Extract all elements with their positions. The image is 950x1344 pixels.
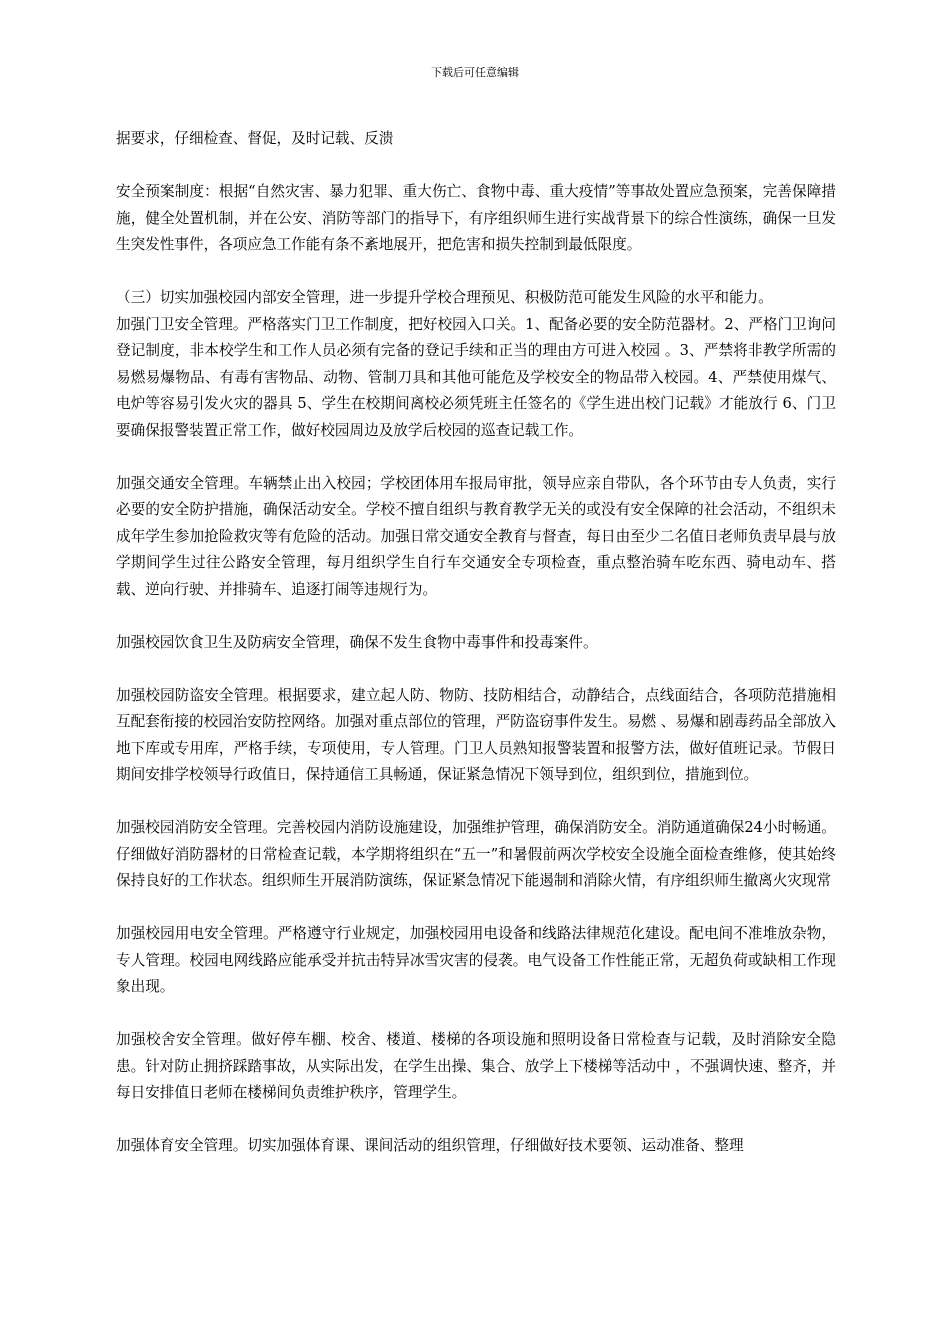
- paragraph-traffic-safety: 加强交通安全管理。车辆禁止出入校园；学校团体用车报局审批，领导应亲自带队，各个环节由专人负责，实行必要的安全防护措施，确保活动安全。学校不擅自组织与教育教学无关的或没有安全保障的社会活动，不组织未成年学生参加抢险救灾等有危险的活动。加强日常交通安全教育与督查，每日由至少二名值日老师负责早晨与放学期间学生过往公路安全管理，每月组织学生自行车交通安全专项检查，重点整治骑车吃东西、骑电动车、搭载、逆向行驶、并排骑车、追逐打闹等违规行为。: [116, 474, 836, 598]
- paragraph-fire-safety: 加强校园消防安全管理。完善校园内消防设施建设，加强维护管理，确保消防安全。消防通道确保24小时畅通。仔细做好消防器材的日常检查记载，本学期将组织在“五一”和暑假前两次学校安全设施全面检查维修，使其始终保持良好的工作状态。组织师生开展消防演练，保证紧急情况下能遏制和消除火情，有序组织师生撤离火灾现常: [116, 819, 836, 889]
- paragraph-continuation: 据要求，仔细检查、督促，及时记载、反溃: [116, 130, 394, 147]
- paragraph-emergency-plan: 安全预案制度：根据“自然灾害、暴力犯罪、重大伤亡、食物中毒、重大疫情”等事故处置应急预案，完善保障措施，健全处置机制，并在公安、消防等部门的指导下，有序组织师生进行实战背景下的综合性演练，确保一旦发生突发性事件，各项应急工作能有条不紊地展开，把危害和损失控制到最低限度。: [116, 183, 836, 253]
- paragraph-electricity-safety: 加强校园用电安全管理。严格遵守行业规定，加强校园用电设备和线路法律规范化建设。配电间不准堆放杂物，专人管理。校园电网线路应能承受并抗击特异冰雪灾害的侵袭。电气设备工作性能正常，无超负荷或缺相工作现象出现。: [116, 925, 836, 995]
- paragraph-building-safety: 加强校舍安全管理。做好停车棚、校舍、楼道、楼梯的各项设施和照明设备日常检查与记载，及时消除安全隐患。针对防止拥挤踩踏事故，从实际出发，在学生出操、集合、放学上下楼梯等活动中 ，不强调快速、整齐，并每日安排值日老师在楼梯间负责维护秩序，管理学生。: [116, 1031, 836, 1101]
- page-header-note: 下载后可任意编辑: [431, 66, 519, 79]
- paragraph-sports-safety: 加强体育安全管理。切实加强体育课、课间活动的组织管理，仔细做好技术要领、运动准备、整理: [116, 1137, 744, 1154]
- section-heading-internal-safety: （三）切实加强校园内部安全管理，进一步提升学校合理预见、积极防范可能发生风险的水平和能力。: [116, 289, 773, 306]
- document-body: [116, 126, 836, 1160]
- paragraph-theft-prevention: 加强校园防盗安全管理。根据要求，建立起人防、物防、技防相结合，动静结合，点线面结合，各项防范措施相互配套衔接的校园治安防控网络。加强对重点部位的管理，严防盗窃事件发生。易燃 、易爆和剧毒药品全部放入地下库或专用库，严格手续，专项使用，专人管理。门卫人员熟知报警装置和报警方法，做好值班记录。节假日期间安排学校领导行政值日，保持通信工具畅通，保证紧急情况下领导到位，组织到位，措施到位。: [116, 686, 836, 783]
- paragraph-food-hygiene: 加强校园饮食卫生及防病安全管理，确保不发生食物中毒事件和投毒案件。: [116, 633, 598, 651]
- paragraph-gate-safety: 加强门卫安全管理。严格落实门卫工作制度，把好校园入口关。1、配备必要的安全防范器材。2、严格门卫询问登记制度，非本校学生和工作人员必须有完备的登记手续和正当的理由方可进入校园 。3、严禁将非教学所需的易燃易爆物品、有毒有害物品、动物、管制刀具和其他可能危及学校安全的物品带入校园。4、严禁使用煤气、电炉等容易引发火灾的器具 5、学生在校期间离校必须凭班主任签名的《学生进出校门记载》才能放行 6、门卫要确保报警装置正常工作，做好校园周边及放学后校园的巡查记载工作。: [116, 315, 836, 439]
